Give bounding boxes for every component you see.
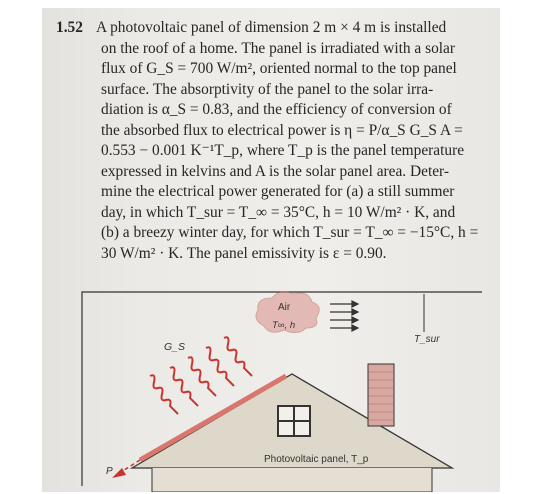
problem-number: 1.52	[56, 19, 83, 36]
problem-line-11: (b) a breezy winter day, for which T_sur = T_∞ = −15°C, h =	[101, 224, 479, 241]
textbook-photo	[42, 8, 500, 492]
problem-line-6: the absorbed flux to electrical power is η = P/α_S G_S A =	[101, 121, 463, 139]
house-figure	[42, 278, 500, 492]
surroundings-label: T_sur	[414, 334, 440, 345]
problem-line-8: expressed in kelvins and A is the solar panel area. Deter-	[101, 162, 450, 180]
chimney	[368, 364, 394, 426]
problem-line-5: diation is α_S = 0.83, and the efficiency of conversion of	[101, 101, 452, 118]
house-body	[152, 468, 432, 492]
air-conditions-label: T∞, h	[272, 320, 296, 331]
problem-line-7: 0.553 − 0.001 K⁻¹T_p, where T_p is the panel temperature	[101, 142, 465, 159]
air-label: Air	[278, 302, 291, 313]
problem-line-9: mine the electrical power generated for (a) a still summer	[101, 183, 455, 200]
problem-statement	[56, 18, 496, 264]
power-arrowhead	[112, 468, 126, 478]
problem-line-10: day, in which T_sur = T_∞ = 35°C, h = 10 W/m² · K, and	[101, 203, 456, 221]
power-label: P	[106, 466, 113, 477]
problem-line-2: on the roof of a home. The panel is irradiated with a solar	[101, 39, 456, 57]
problem-line-1: 1.52 A photovoltaic panel of dimension 2 m × 4 m is installed	[56, 18, 496, 39]
problem-line-12: 30 W/m² · K. The panel emissivity is ε = 0.90.	[101, 244, 387, 262]
panel-label: Photovoltaic panel, T_p	[264, 454, 369, 465]
solar-flux-label: G_S	[164, 341, 186, 353]
wind-arrows	[330, 301, 358, 331]
problem-line-3: flux of G_S = 700 W/m², oriented normal to the top panel	[101, 60, 457, 77]
problem-line-4: surface. The absorptivity of the panel to the solar irra-	[101, 80, 434, 98]
